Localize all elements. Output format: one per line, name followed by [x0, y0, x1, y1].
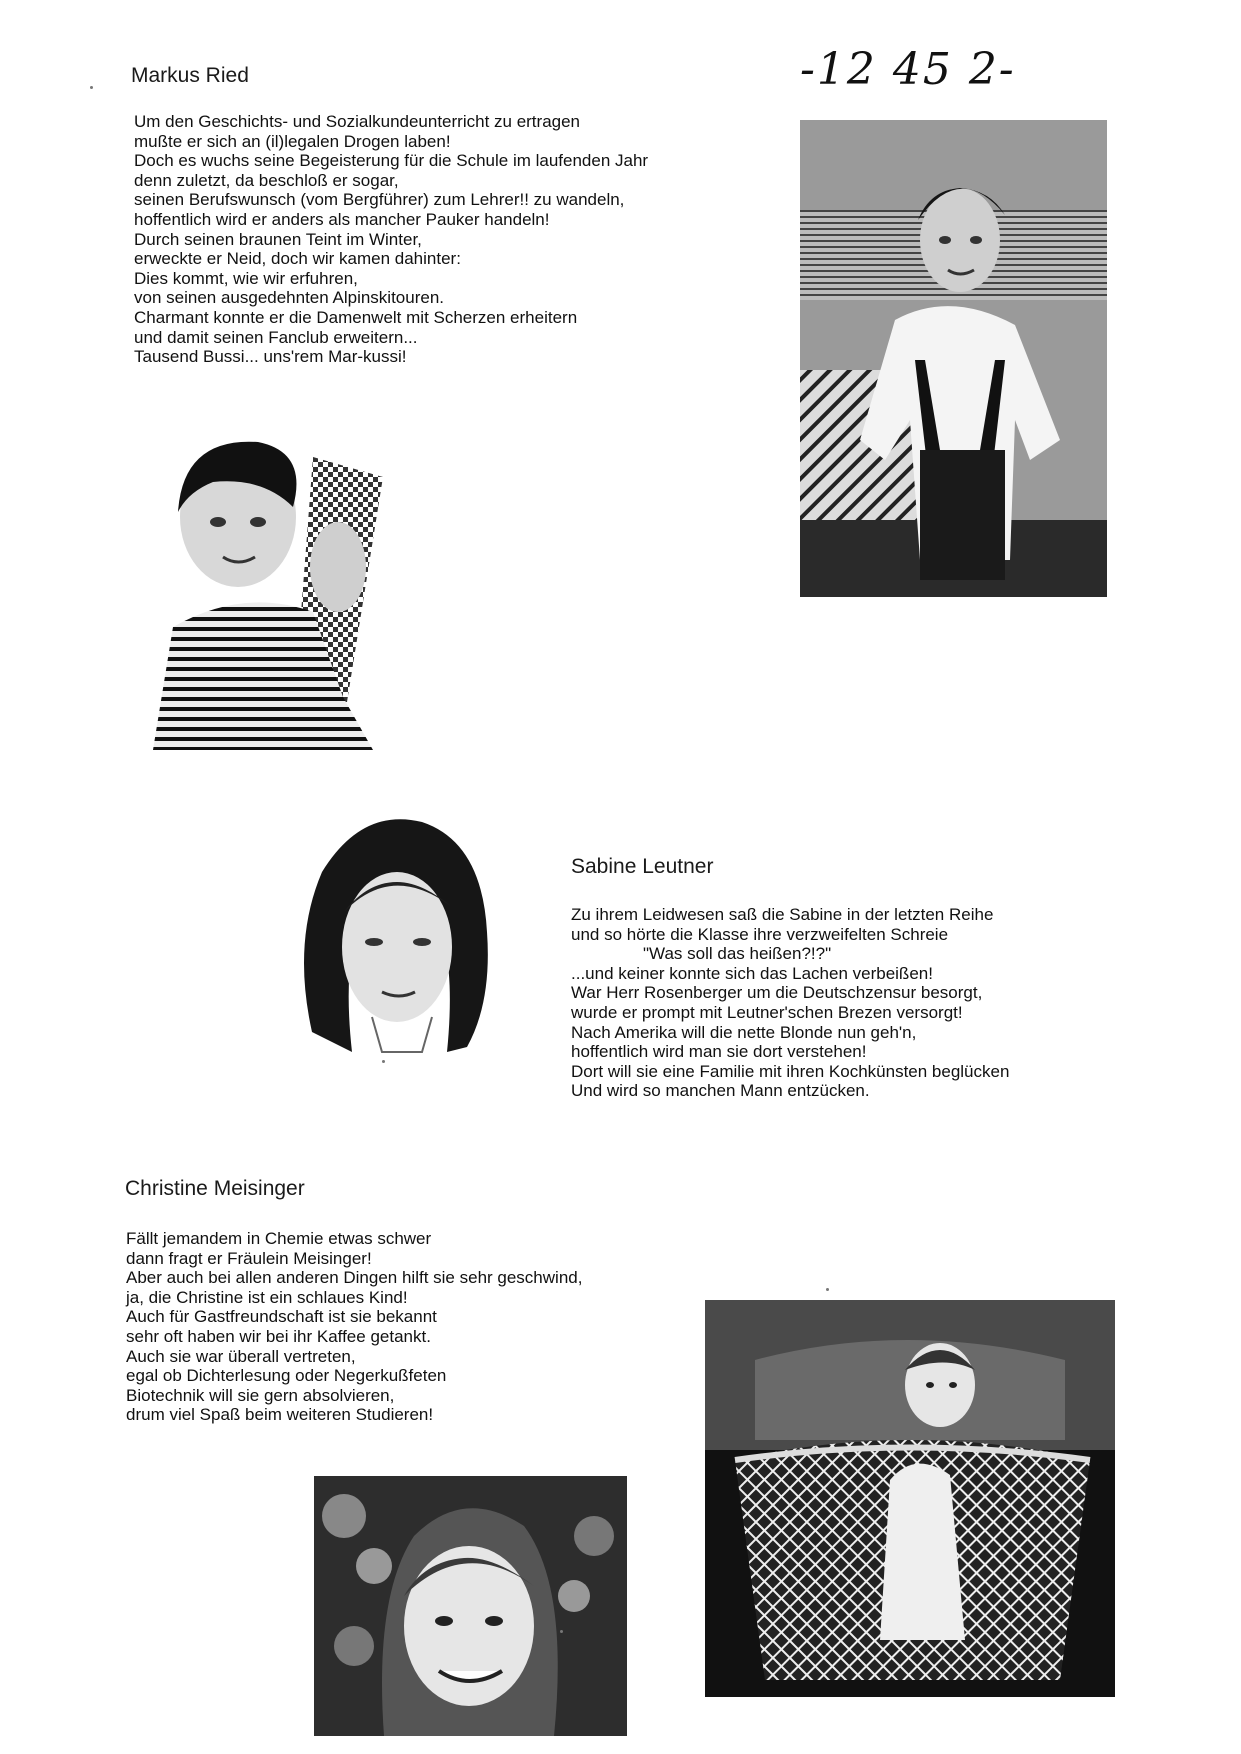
- photo-markus-child-with-sign: [143, 437, 442, 750]
- handwritten-page-number: -12 45 2-: [800, 44, 1016, 95]
- verse-line: Dort will sie eine Familie mit ihren Kochkünsten beglücken: [571, 1061, 1010, 1081]
- profile-verse-sabine: [571, 905, 1009, 1101]
- verse-line: erweckte er Neid, doch wir kamen dahinter:: [134, 249, 461, 269]
- verse-line: mußte er sich an (il)legalen Drogen laben!: [134, 131, 451, 151]
- verse-line: und so hörte die Klasse ihre verzweifelten Schreie: [571, 924, 949, 944]
- verse-line: hoffentlich wird man sie dort verstehen!: [571, 1042, 867, 1062]
- verse-line: ja, die Christine ist ein schlaues Kind!: [126, 1287, 408, 1307]
- verse-line: sehr oft haben wir bei ihr Kaffee getankt.: [126, 1326, 431, 1346]
- verse-line: wurde er prompt mit Leutner'schen Brezen versorgt!: [571, 1002, 963, 1022]
- verse-line: dann fragt er Fräulein Meisinger!: [126, 1248, 372, 1268]
- photo-sabine-portrait: [282, 802, 510, 1076]
- verse-line: Auch sie war überall vertreten,: [126, 1346, 356, 1366]
- profile-name-markus: Markus Ried: [131, 64, 249, 87]
- scan-speck: [382, 1060, 385, 1063]
- verse-line: Doch es wuchs seine Begeisterung für die Schule im laufenden Jahr: [134, 151, 649, 171]
- verse-line: hoffentlich wird er anders als mancher Pauker handeln!: [134, 209, 550, 229]
- verse-line: Nach Amerika will die nette Blonde nun geh'n,: [571, 1022, 917, 1042]
- scan-speck: [560, 1630, 563, 1633]
- verse-line: Biotechnik will sie gern absolvieren,: [126, 1385, 395, 1405]
- verse-line: seinen Berufswunsch (vom Bergführer) zum Lehrer!! zu wandeln,: [134, 190, 625, 210]
- verse-line: War Herr Rosenberger um die Deutschzensur besorgt,: [571, 983, 983, 1003]
- verse-line: Tausend Bussi... uns'rem Mar-kussi!: [134, 347, 407, 367]
- profile-verse-markus: [134, 112, 648, 367]
- profile-name-christine: Christine Meisinger: [125, 1177, 305, 1200]
- verse-line: Charmant konnte er die Damenwelt mit Scherzen erheitern: [134, 307, 578, 327]
- verse-line: Aber auch bei allen anderen Dingen hilft sie sehr geschwind,: [126, 1268, 583, 1288]
- verse-line: Auch für Gastfreundschaft ist sie bekannt: [126, 1307, 437, 1327]
- profile-verse-christine: [126, 1229, 582, 1425]
- scan-speck: [826, 1288, 829, 1291]
- verse-line: Durch seinen braunen Teint im Winter,: [134, 229, 422, 249]
- verse-line: Und wird so manchen Mann entzücken.: [571, 1081, 870, 1101]
- verse-line: und damit seinen Fanclub erweitern...: [134, 327, 418, 347]
- scan-speck: [90, 86, 93, 89]
- verse-line: denn zuletzt, da beschloß er sogar,: [134, 170, 399, 190]
- verse-line: ...und keiner konnte sich das Lachen verbeißen!: [571, 963, 933, 983]
- photo-christine-child-in-basket: [705, 1300, 1115, 1697]
- verse-line: Dies kommt, wie wir erfuhren,: [134, 268, 358, 288]
- profile-name-sabine: Sabine Leutner: [571, 855, 714, 878]
- verse-line: drum viel Spaß beim weiteren Studieren!: [126, 1405, 434, 1425]
- verse-line: Zu ihrem Leidwesen saß die Sabine in der letzten Reihe: [571, 905, 994, 924]
- verse-line: Fällt jemandem in Chemie etwas schwer: [126, 1229, 432, 1248]
- verse-line: egal ob Dichterlesung oder Negerkußfeten: [126, 1366, 447, 1386]
- verse-line: "Was soll das heißen?!?": [643, 944, 832, 964]
- photo-christine-portrait: [314, 1476, 627, 1736]
- verse-line: Um den Geschichts- und Sozialkundeunterricht zu ertragen: [134, 112, 581, 131]
- verse-line: von seinen ausgedehnten Alpinskitouren.: [134, 288, 445, 308]
- photo-markus-lederhosen: [800, 120, 1107, 597]
